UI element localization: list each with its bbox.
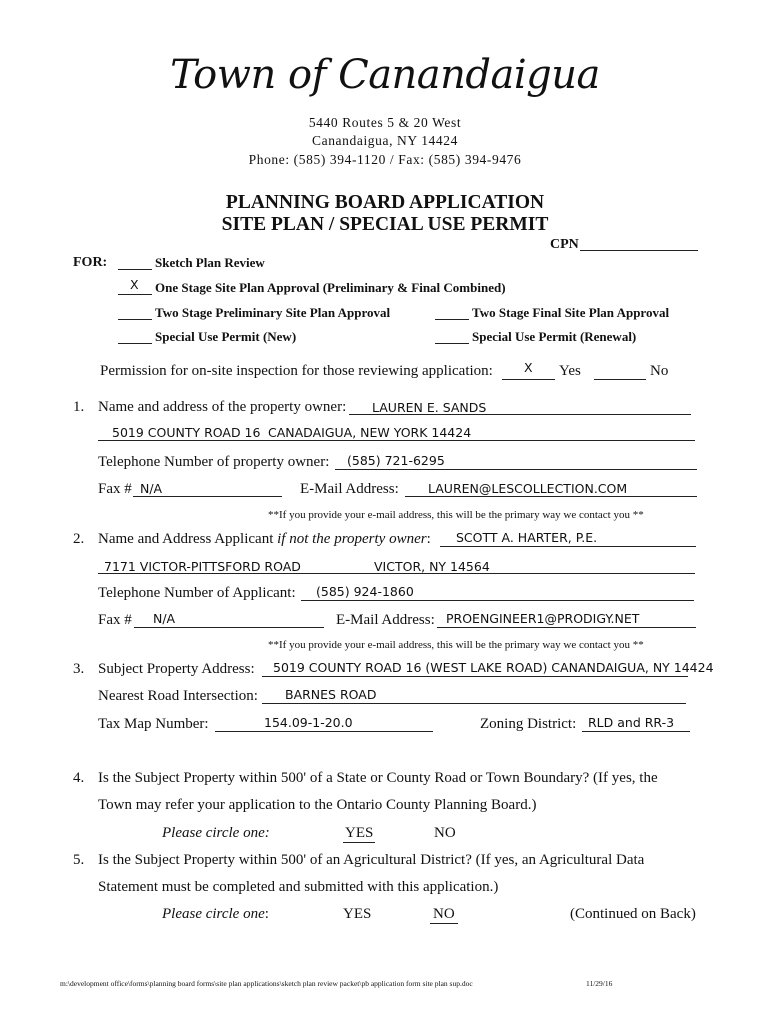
q4-yes[interactable]: YES — [345, 825, 374, 841]
q5-no[interactable]: NO — [430, 906, 458, 924]
q2-label-main: Name and Address Applicant — [98, 531, 274, 547]
applicant-phone: (585) 924-1860 — [316, 584, 414, 599]
owner-fax-label: Fax # — [98, 481, 132, 497]
owner-email: LAUREN@LESCOLLECTION.COM — [428, 481, 628, 496]
permission-yes-label: Yes — [559, 363, 581, 379]
permission-no-label: No — [650, 363, 669, 379]
footer-date: 11/29/16 — [586, 979, 613, 988]
taxmap-label: Tax Map Number: — [98, 716, 209, 732]
q5-line-2: Statement must be completed and submitted with this application.) — [98, 879, 499, 895]
intersection: BARNES ROAD — [285, 687, 377, 702]
q2-label-italic: if not the property owner — [277, 531, 427, 547]
zoning: RLD and RR-3 — [588, 715, 675, 730]
q1-label: Name and address of the property owner: — [98, 399, 347, 415]
q5-line-1: Is the Subject Property within 500' of an Agricultural District? (If yes, an Agricultural Data — [98, 852, 645, 868]
q2-label-colon: : — [426, 531, 431, 547]
zoning-field[interactable] — [582, 731, 690, 732]
owner-phone-label: Telephone Number of property owner: — [98, 454, 330, 470]
owner-email-label: E-Mail Address: — [300, 481, 399, 497]
form-title-line-1: PLANNING BOARD APPLICATION — [225, 192, 545, 213]
q5-yes[interactable]: YES — [343, 906, 372, 922]
q1-email-note: **If you provide your e-mail address, this will be the primary way we contact you ** — [268, 509, 644, 521]
q5-circle-label: Please circle one — [162, 906, 265, 922]
permission-yes-blank[interactable] — [502, 379, 555, 380]
form-title-line-2: SITE PLAN / SPECIAL USE PERMIT — [221, 214, 549, 235]
applicant-fax-label: Fax # — [98, 612, 132, 628]
q1-number: 1. — [73, 399, 85, 415]
one-stage-blank[interactable] — [118, 294, 152, 295]
q4-no[interactable]: NO — [434, 825, 456, 841]
owner-fax-field[interactable] — [133, 496, 282, 497]
q3-number: 3. — [73, 661, 85, 677]
address-line-1: 5440 Routes 5 & 20 West — [308, 115, 462, 130]
owner-phone-field[interactable] — [335, 469, 697, 470]
applicant-name-field[interactable] — [440, 546, 696, 547]
property-address: 5019 COUNTY ROAD 16 (WEST LAKE ROAD) CANANDAIGUA, NY 14424 — [273, 660, 714, 675]
owner-email-field[interactable] — [405, 496, 697, 497]
q4-line-1: Is the Subject Property within 500' of a State or County Road or Town Boundary? (If yes, the — [98, 770, 658, 786]
footer-file-path: m:\development office\forms\planning board forms\site plan applications\sketch plan review packet\pb application form site plan sup.doc — [60, 979, 473, 988]
address-line-2: Canandaigua, NY 14424 — [312, 133, 458, 148]
q2-email-note: **If you provide your e-mail address, this will be the primary way we contact you ** — [268, 639, 644, 651]
sup-new-blank[interactable] — [118, 343, 152, 344]
owner-address-city: CANADAIGUA, NEW YORK 14424 — [268, 425, 472, 440]
phone-fax-line: Phone: (585) 394-1120 / Fax: (585) 394-9476 — [248, 152, 522, 167]
owner-address-field[interactable] — [98, 440, 695, 441]
applicant-address-city: VICTOR, NY 14564 — [374, 559, 490, 574]
continued-on-back: (Continued on Back) — [570, 906, 696, 922]
q2-number: 2. — [73, 531, 85, 547]
option-two-stage-prelim: Two Stage Preliminary Site Plan Approval — [155, 305, 391, 320]
applicant-email: PROENGINEER1@PRODIGY.NET — [446, 611, 640, 626]
option-sup-renewal: Special Use Permit (Renewal) — [472, 329, 637, 344]
taxmap: 154.09-1-20.0 — [264, 715, 353, 730]
q5-circle-label-wrap — [162, 906, 269, 923]
option-one-stage: One Stage Site Plan Approval (Preliminary & Final Combined) — [155, 280, 506, 295]
one-stage-mark: X — [130, 277, 139, 292]
applicant-name: SCOTT A. HARTER, P.E. — [456, 530, 598, 545]
for-label: FOR: — [73, 255, 108, 270]
permission-no-blank[interactable] — [594, 379, 646, 380]
intersection-label: Nearest Road Intersection: — [98, 688, 258, 704]
q4-circle-label: Please circle one: — [162, 825, 270, 841]
permission-text: Permission for on-site inspection for those reviewing application: — [100, 363, 493, 379]
q2-label — [98, 531, 431, 548]
permission-yes-mark: X — [524, 360, 533, 375]
zoning-label: Zoning District: — [480, 716, 577, 732]
q4-line-2: Town may refer your application to the Ontario County Planning Board.) — [98, 797, 537, 813]
applicant-phone-field[interactable] — [301, 600, 694, 601]
applicant-email-label: E-Mail Address: — [336, 612, 435, 628]
applicant-email-field[interactable] — [437, 627, 696, 628]
q5-number: 5. — [73, 852, 85, 868]
applicant-address-street: 7171 VICTOR-PITTSFORD ROAD — [104, 559, 301, 574]
owner-address-street: 5019 COUNTY ROAD 16 — [112, 425, 261, 440]
option-two-stage-final: Two Stage Final Site Plan Approval — [472, 305, 670, 320]
owner-name: LAUREN E. SANDS — [372, 400, 487, 415]
sketch-plan-blank[interactable] — [118, 269, 152, 270]
property-address-field[interactable] — [262, 676, 688, 677]
property-address-label: Subject Property Address: — [98, 661, 255, 677]
applicant-fax: N/A — [153, 611, 176, 626]
two-stage-prelim-blank[interactable] — [118, 319, 152, 320]
owner-fax: N/A — [140, 481, 163, 496]
option-sup-new: Special Use Permit (New) — [155, 329, 297, 344]
taxmap-field[interactable] — [215, 731, 433, 732]
owner-phone: (585) 721-6295 — [347, 453, 445, 468]
applicant-phone-label: Telephone Number of Applicant: — [98, 585, 296, 601]
town-name-logo: Town of Canandaigua — [170, 52, 600, 98]
q4-number: 4. — [73, 770, 85, 786]
cpn-label: CPN — [550, 237, 579, 252]
sup-renewal-blank[interactable] — [435, 343, 469, 344]
cpn-field[interactable] — [580, 250, 698, 251]
two-stage-final-blank[interactable] — [435, 319, 469, 320]
option-sketch-plan: Sketch Plan Review — [155, 255, 265, 270]
applicant-fax-field[interactable] — [134, 627, 324, 628]
intersection-field[interactable] — [262, 703, 686, 704]
q5-circle-colon: : — [264, 906, 269, 922]
